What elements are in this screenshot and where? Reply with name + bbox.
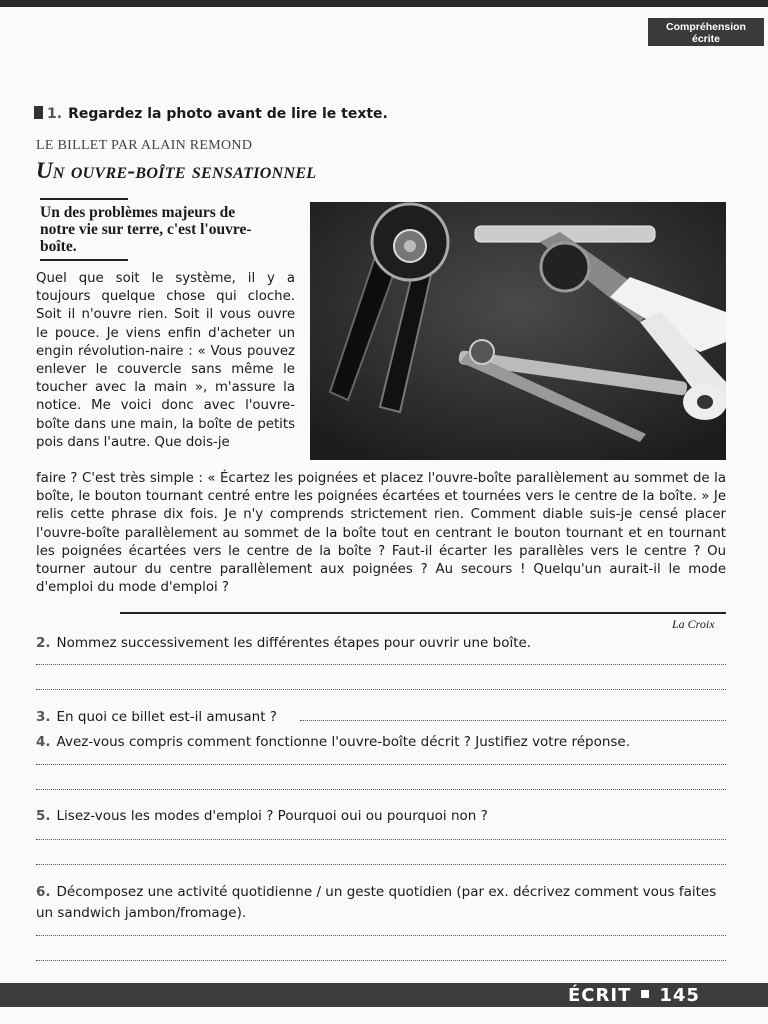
- footer-label: [568, 985, 700, 1006]
- question-number: 1.: [47, 106, 63, 122]
- source-rule: [120, 612, 726, 614]
- article-lead: Un des problèmes majeurs de notre vie sur terre, c'est l'ouvre-boîte.: [40, 204, 252, 255]
- article-body-column: Quel que soit le système, il y a toujours quelque chose qui cloche. Soit il n'ouvre rien. Soit il vous ouvre le pouce. Je viens enfin d'acheter un engin révolution-naire : « Vous pouvez enlever le couvercle sans même le toucher avec la main », m'assure la notice. Me voici donc avec l'ouvre-boîte dans une main, la boîte de petits pois dans l'autre. Que dois-je: [36, 271, 295, 450]
- question-marker-icon: [34, 106, 43, 119]
- question-number: 2.: [36, 635, 51, 651]
- can-opener-illustration: [310, 202, 726, 460]
- question-number: 3.: [36, 709, 51, 725]
- article-kicker: LE BILLET PAR ALAIN REMOND: [36, 138, 253, 153]
- answer-line[interactable]: [36, 839, 726, 840]
- question-text: Regardez la photo avant de lire le texte.: [68, 106, 388, 122]
- square-bullet-icon: [641, 990, 649, 998]
- section-badge: [648, 18, 764, 46]
- lead-top-rule: [40, 198, 128, 200]
- badge-line-2: écrite: [691, 33, 721, 45]
- lead-bottom-rule: [40, 259, 128, 261]
- question-number: 5.: [36, 808, 51, 824]
- question-text: Avez-vous compris comment fonctionne l'ouvre-boîte décrit ? Justifiez votre réponse.: [56, 734, 631, 750]
- answer-line[interactable]: [300, 720, 726, 721]
- question-text: Nommez successivement les différentes étapes pour ouvrir une boîte.: [56, 635, 532, 651]
- answer-line[interactable]: [36, 764, 726, 765]
- question-5: [36, 808, 488, 824]
- question-text: Lisez-vous les modes d'emploi ? Pourquoi oui ou pourquoi non ?: [56, 808, 488, 824]
- article-source: La Croix: [672, 617, 715, 631]
- question-2: [36, 635, 531, 651]
- answer-line[interactable]: [36, 664, 726, 665]
- question-3: [36, 709, 277, 725]
- top-border: [0, 0, 768, 7]
- article-body-wide: faire ? C'est très simple : « Écartez les poignées et placez l'ouvre-boîte parallèlement au sommet de la boîte, le bouton tournant centré entre les poignées écartées et tournées vers le centre de la boîte. » Je relis cette phrase dix fois. Je n'y comprends strictement rien. Comment diable suis-je censé placer l'ouvre-boîte parallèlement au sommet de la boîte tout en centrant le bouton tournant et en tournant les poignées écartées vers le centre de la boîte ? Faut-il écarter les parallèles vers le centre ? Ou tourner autour du centre parallèlement aux poignées ? Au secours ! Quelqu'un aurait-il le mode d'emploi du mode d'emploi ?: [36, 471, 726, 596]
- answer-line[interactable]: [36, 960, 726, 961]
- question-4: [36, 734, 630, 750]
- answer-line[interactable]: [36, 864, 726, 865]
- question-text: Décomposez une activité quotidienne / un geste quotidien (par ex. décrivez comment vous faites un sandwich jambon/fromage).: [36, 884, 717, 921]
- answer-line[interactable]: [36, 789, 726, 790]
- page-number: 145: [659, 985, 700, 1006]
- footer-section: ÉCRIT: [568, 985, 632, 1006]
- question-number: 4.: [36, 734, 51, 750]
- can-openers-photo: [310, 202, 726, 460]
- question-6: [36, 882, 726, 924]
- question-1: [34, 106, 388, 122]
- answer-line[interactable]: [36, 935, 726, 936]
- badge-line-1: Compréhension: [666, 21, 746, 33]
- question-text: En quoi ce billet est-il amusant ?: [56, 709, 277, 725]
- article-title: Un ouvre-boîte sensationnel: [36, 158, 317, 183]
- question-number: 6.: [36, 884, 51, 900]
- answer-line[interactable]: [36, 689, 726, 690]
